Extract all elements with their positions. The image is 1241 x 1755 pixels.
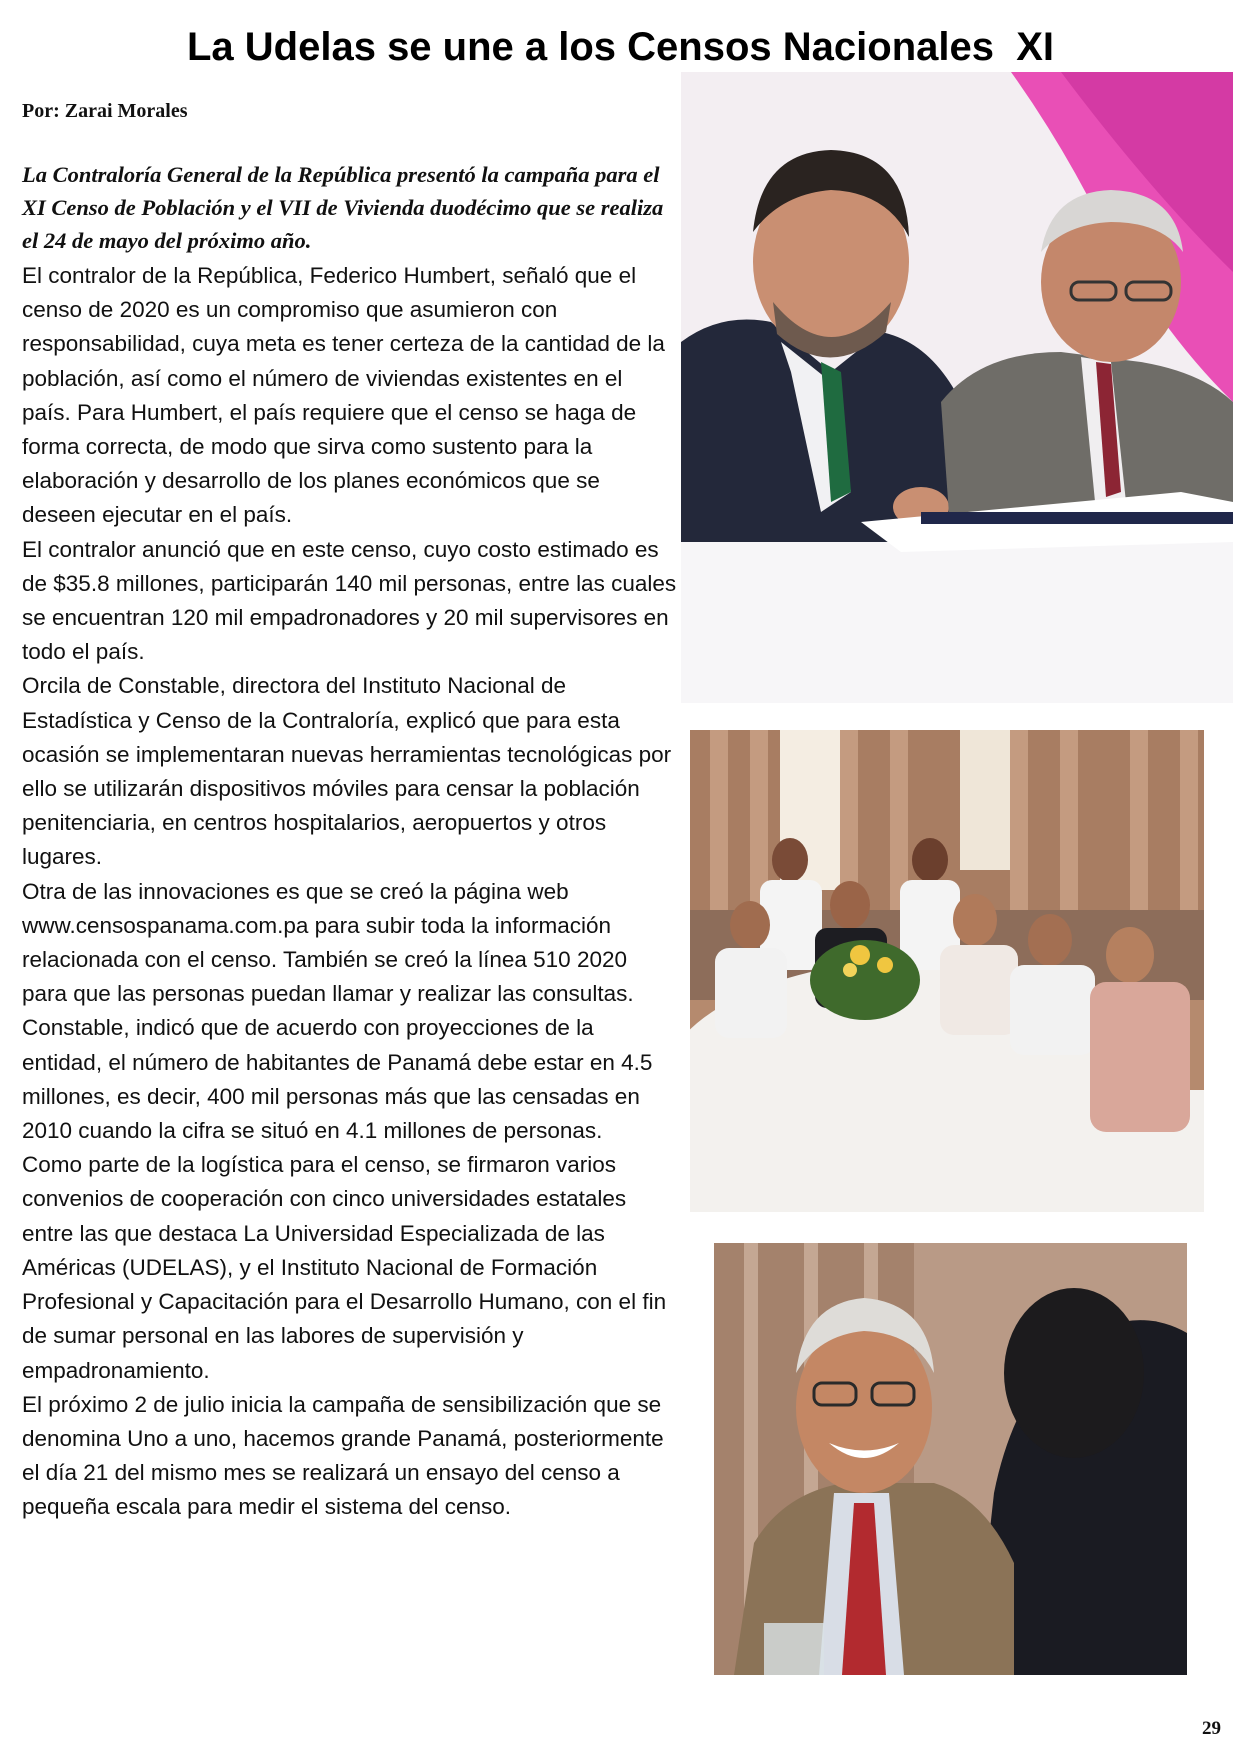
paragraph: El contralor anunció que en este censo, cuyo costo estimado es de $35.8 millones, participarán 140 mil personas, entre las cuales se encuentran 120 mil empadronadores y 20 mil supervisores en todo el país. bbox=[22, 536, 677, 665]
photo-signing-ceremony bbox=[681, 72, 1233, 703]
paragraph: Orcila de Constable, directora del Instituto Nacional de Estadística y Censo de la Contraloría, explicó que para esta ocasión se implementaran nuevas herramientas tecnológicas por ello se utilizarán dispositivos móviles para censar la población penitenciaria, en centros hospitalarios, aeropuertos y otros lugares. bbox=[22, 673, 672, 870]
paragraph: El próximo 2 de julio inicia la campaña de sensibilización que se denomina Uno a uno, hacemos grande Panamá, posteriormente el día 21 del mismo mes se realizará un ensayo del censo a pequeña escala para medir el sistema del censo. bbox=[22, 1391, 664, 1520]
page-number: 29 bbox=[1202, 1718, 1221, 1739]
paragraph: Otra de las innovaciones es que se creó la página web www.censospanama.com.pa para subir toda la información relacionada con el censo. También se creó la línea 510 2020 para que las personas puedan llamar y realizar las consultas. bbox=[22, 878, 634, 1007]
paragraph: Como parte de la logística para el censo, se firmaron varios convenios de cooperación con cinco universidades estatales entre las que destaca La Universidad Especializada de las Américas (UDELAS), y el Instituto Nacional de Formación Profesional y Capacitación para el Desarrollo Humano, con el fin de sumar personal en las labores de supervisión y empadronamiento. bbox=[22, 1152, 667, 1383]
paragraph: El contralor de la República, Federico Humbert, señaló que el censo de 2020 es un compromiso que asumieron con responsabilidad, cuya meta es tener certeza de la cantidad de la población, así como el número de viviendas existentes en el país. Para Humbert, el país requiere que el censo se haga de forma correcta, de modo que sirva como sustento para la elaboración y desarrollo de los planes económicos que se deseen ejecutar en el país. bbox=[22, 263, 665, 528]
photo-event-table bbox=[690, 730, 1204, 1212]
article-body bbox=[22, 259, 677, 1525]
article-title: La Udelas se une a los Censos Nacionales XI bbox=[186, 25, 1054, 69]
paragraph: Constable, indicó que de acuerdo con proyecciones de la entidad, el número de habitantes de Panamá debe estar en 4.5 millones, es decir, 400 mil personas más que las censadas en 2010 cuando la cifra se situó en 4.1 millones de personas. bbox=[22, 1015, 653, 1144]
photo-guest-portrait bbox=[714, 1243, 1187, 1675]
byline: Por: Zarai Morales bbox=[22, 100, 188, 122]
article-lead: La Contraloría General de la República presentó la campaña para el XI Censo de Población y el VII de Vivienda duodécimo que se realiza el 24 de mayo del próximo año. bbox=[22, 162, 664, 253]
